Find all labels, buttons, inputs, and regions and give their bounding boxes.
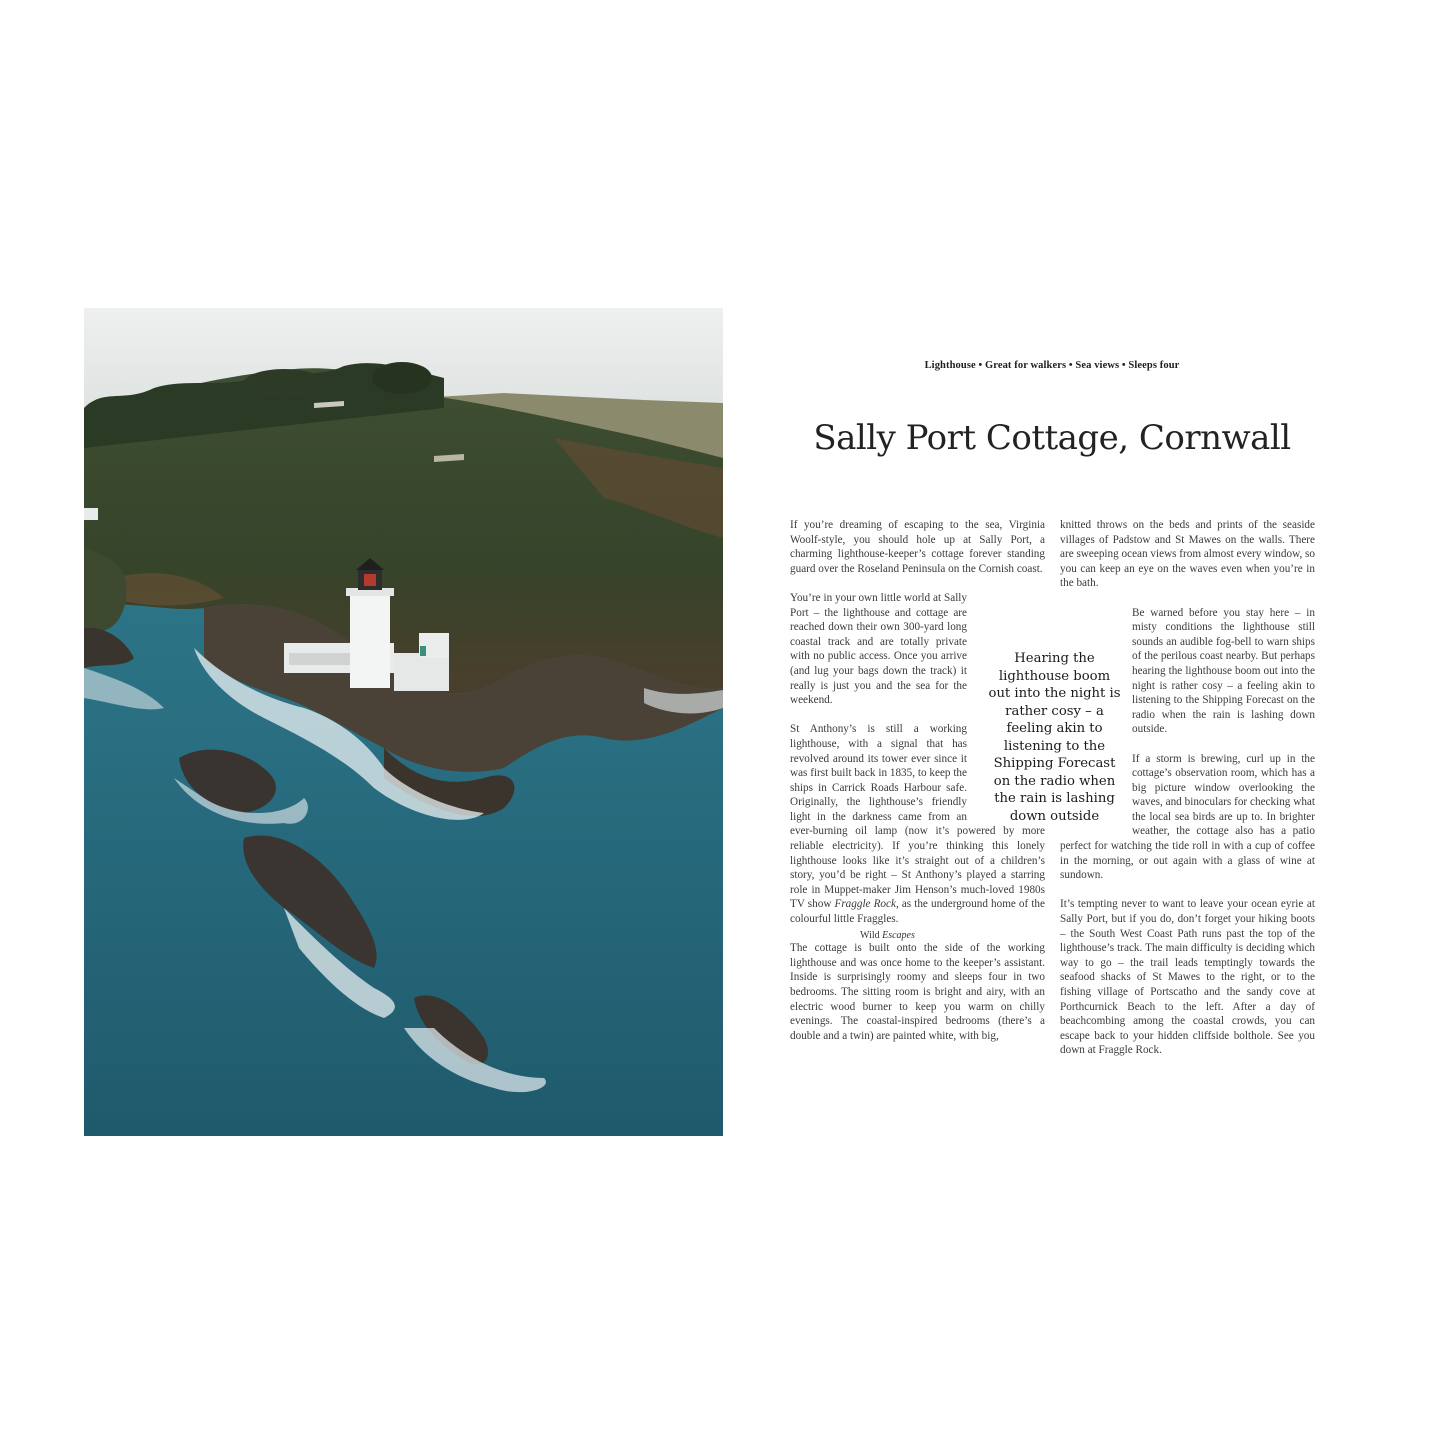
paragraph: If you’re dreaming of escaping to the sea, Virginia Woolf-style, you should hole up at Sally Port, a charming lighthouse-keeper’s cottage forever standing guard over the Roseland Peninsula on the Cornish coast. — [790, 519, 1045, 575]
paragraph: If a storm is brewing, curl up in the cottage’s observation room, which has a big picture window overlooking the waves, and binoculars for checking what the local sea birds are up to. In brighter weather, the cottage also has a patio perfect for watching the tide roll in with a cup of coffee in the morning, or out again with a glass of wine at sundown. — [1060, 752, 1315, 882]
lighthouse-photo-illustration — [84, 308, 723, 1136]
lighthouse-photo — [84, 308, 723, 1136]
paragraph-text: , as the underground home of the colourful little Fraggles. — [790, 898, 1045, 926]
page-title: Sally Port Cottage, Cornwall — [813, 418, 1291, 458]
paragraph-text: Be warned before you stay here – in misty conditions the lighthouse still sounds an audible fog-bell to warn ships of the perilous coast nearby. But perhaps hearing the lighthouse boom out into the night is rather cosy – a feeling akin to listening to the Shipping Forecast on the radio when the rain is lashing down outside. — [1132, 606, 1315, 736]
show-title: Fraggle Rock — [834, 898, 896, 911]
tag-line: Lighthouse • Great for walkers • Sea views • Sleeps four — [924, 360, 1180, 371]
paragraph-text: You’re in your own little world at Sally Port – the lighthouse and cottage are reached down their own 300-yard long coastal track and are totally private with no public access. Once you arrive (and lug your bags down the track) it really is just you and the sea for the weekend. — [790, 591, 967, 707]
paragraph: It’s tempting never to want to leave your ocean eyrie at Sally Port, but if you do, don’t forget your hiking boots – the South West Coast Path runs past the top of the lighthouse’s track. The main difficulty is deciding which way to go – the trail leads temptingly towards the seafood shacks of St Mawes to the right, or to the fishing village of Portscatho and the sandy cove at Porthcurnick Beach to the left. After a day of beachcombing among the coastal crowds, you can escape back to your hidden cliffside bolthole. See you down at Fraggle Rock. — [1060, 898, 1315, 1057]
footer-book-italic: Escapes — [882, 930, 915, 941]
paragraph-text: St Anthony’s is still a working lighthouse, with a signal that has revolved around its tower ever since it was first built back in 1835, to keep the ships in Carrick Roads Harbour safe. Originally, the lighthouse’s friendly light in the darkness came from an ever-burning oil lamp (now it’s powered by more reliable electricity). If you’re thinking this lonely lighthouse looks like it’s straight out of a children’s story, you’d be right – St Anthony’s played a starring role in Muppet-maker Jim Henson’s much-loved 1980s TV show — [790, 723, 1045, 911]
paragraph: knitted throws on the beds and prints of the seaside villages of Padstow and St Mawes on the walls. There are sweeping ocean views from almost every window, so you can keep an eye on the waves even when you’re in the bath. — [1060, 519, 1315, 590]
book-footer — [858, 930, 917, 941]
pull-quote: Hearing the lighthouse boom out into the night is rather cosy – a feeling akin to listening to the Shipping Forecast on the radio when the rain is lashing down outside — [988, 651, 1121, 824]
paragraph: The cottage is built onto the side of the working lighthouse and was once home to the keeper’s assistant. Inside is surprisingly roomy and sleeps four in two bedrooms. The sitting room is bright and airy, with an electric wood burner to keep you warm on chilly evenings. The coastal-inspired bedrooms (there’s a double and a twin) are painted white, with big, — [790, 942, 1045, 1042]
footer-book-word: Wild — [860, 930, 880, 941]
